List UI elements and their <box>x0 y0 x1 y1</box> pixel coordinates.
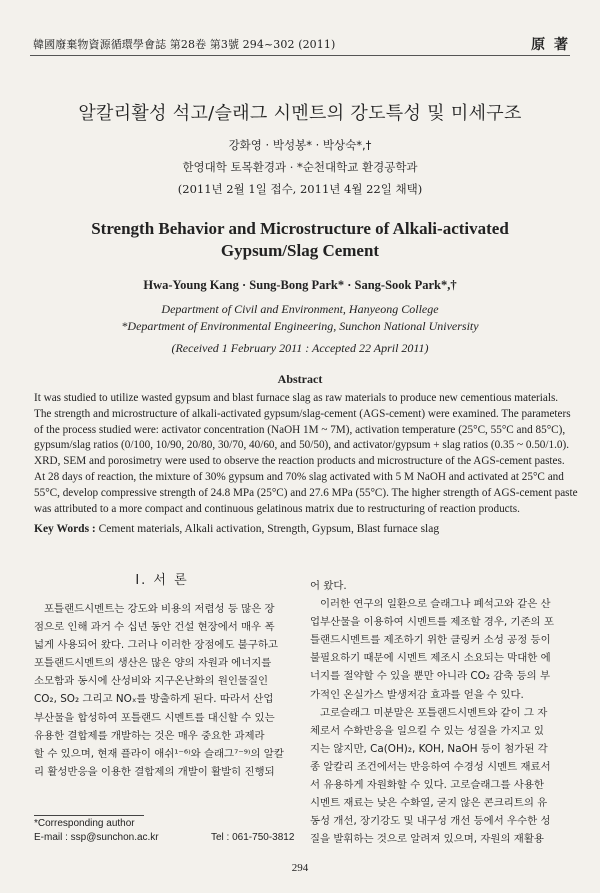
abstract-line: 55°C, develop compressive strength of 24.8 MPa (25°C) and 27.6 MPa (55°C). The higher strength of AGS-cement paste <box>34 486 578 499</box>
abstract-line: It was studied to utilize wasted gypsum and blast furnace slag as raw materials to produce new cementious materials. <box>34 392 559 404</box>
body-line: 넓게 사용되어 왔다. 그러나 이러한 장점에도 불구하고 <box>34 639 278 652</box>
abstract-line: was attributed to a more compact and continuous gelatinous matrix due to restructuring of reaction products. <box>34 502 520 515</box>
keywords <box>34 523 567 535</box>
korean-affiliation: 한영대학 토목환경과 · *순천대학교 환경공학과 <box>182 160 418 174</box>
english-authors: Hwa-Young Kang · Sung-Bong Park* · Sang-Sook Park*,† <box>143 278 457 292</box>
body-line: 고로슬래그 미분말은 포틀랜드시멘트와 같이 그 자 <box>320 706 548 719</box>
english-affiliation-2: *Department of Environmental Engineering, Sunchon National University <box>121 319 479 333</box>
body-line: 동성 개선, 장기강도 및 내구성 개선 등에서 우수한 성 <box>310 815 551 828</box>
section-heading-introduction: I. 서 론 <box>135 573 189 588</box>
body-line: 시멘트 재료는 낮은 수화열, 굳지 않은 콘크리트의 유 <box>310 797 548 810</box>
keywords-label: Key Words : <box>34 523 99 535</box>
body-line: 리 활성반응을 이용한 결합제의 개발이 활발히 진행되 <box>34 765 275 778</box>
body-line: CO₂, SO₂ 그리고 NOₓ를 방출하게 된다. 따라서 산업 <box>34 693 274 706</box>
intro-paragraph-left <box>34 600 290 781</box>
header-divider <box>30 55 570 56</box>
abstract-line: At 28 days of reaction, the mixture of 30% gypsum and 70% slag activated with 5 M NaOH and activated at 25°C and <box>34 470 564 483</box>
body-line: 체로서 수화반응을 일으킬 수 있는 성질을 가지고 있 <box>310 724 544 737</box>
article-type-badge: 原 著 <box>531 37 570 53</box>
body-line: 불필요하기 때문에 시멘트 제조시 소요되는 막대한 에 <box>310 652 551 665</box>
korean-dates: (2011년 2월 1일 접수, 2011년 4월 22일 채택) <box>177 182 423 196</box>
footnote-divider <box>34 815 144 816</box>
body-line: 부산물을 합성하여 포틀랜드 시멘트를 대신할 수 있는 <box>34 711 275 724</box>
body-line: 너지를 절약할 수 있을 뿐만 아니라 CO₂ 감축 등의 부 <box>310 670 551 683</box>
korean-title: 알칼리활성 석고/슬래그 시멘트의 강도특성 및 미세구조 <box>78 103 522 124</box>
body-line: 지는 않지만, Ca(OH)₂, KOH, NaOH 등이 첨가된 각 <box>310 742 548 755</box>
intro-paragraph-right <box>310 577 568 848</box>
body-line: 할 수 있으며, 현재 플라이 애쉬¹⁻⁶⁾와 슬래그⁷⁻⁹⁾의 알칼 <box>34 747 284 760</box>
english-title-line2: Gypsum/Slag Cement <box>220 241 380 260</box>
body-line: 종 알칼리 조건에서는 반응하여 수경성 시멘트 재료서 <box>310 760 551 773</box>
journal-header: 韓國廢棄物資源循環學會誌 第28卷 第3號 294~302 (2011) <box>33 38 336 51</box>
body-line: 이러한 연구의 일환으로 슬래그나 폐석고와 같은 산 <box>320 598 551 611</box>
keywords-text: Cement materials, Alkali activation, Strength, Gypsum, Blast furnace slag <box>98 523 440 535</box>
body-line: 소모함과 동시에 산성비와 지구온난화의 원인물질인 <box>34 675 269 688</box>
abstract-heading: Abstract <box>277 372 323 386</box>
english-title-line1: Strength Behavior and Microstructure of Alkali-activated <box>91 219 509 238</box>
abstract-line: gypsum/slag ratios (0/100, 10/90, 20/80, 30/70, 40/60, and 50/50), and activator/gypsum + slag ratios (0.35 ~ 0.50/1.0). <box>34 439 570 452</box>
body-line: 포틀랜드시멘트의 생산은 많은 양의 자원과 에너지를 <box>34 657 272 670</box>
body-line: 서 유용하게 자원화할 수 있다. 고로슬래그를 사용한 <box>310 779 544 792</box>
left-column <box>34 555 290 781</box>
body-line: 포틀랜드시멘트는 강도와 비용의 저렴성 등 많은 장 <box>44 603 275 615</box>
english-affiliation-1: Department of Civil and Environment, Hanyeong College <box>161 302 439 316</box>
abstract-line: of the process studied were: activator concentration (NaOH 1M ~ 7M), activation temperature (25°C, 55°C and 85°C), <box>34 423 566 436</box>
body-line: 업부산물을 이용하여 시멘트를 제조할 경우, 기존의 포 <box>310 616 554 629</box>
abstract-body <box>34 391 578 517</box>
abstract-line: XRD, SEM and porosimetry were used to observe the reaction products and microstructure of the AGS-cement pastes. <box>34 455 565 468</box>
body-line: 점으로 인해 과거 수 십년 동안 건설 현장에서 매우 폭 <box>34 621 275 634</box>
korean-authors: 강화영 · 박성봉* · 박상숙*,† <box>228 138 372 152</box>
corresponding-author-note: *Corresponding author <box>34 818 135 829</box>
page-number: 294 <box>291 862 309 874</box>
body-line: 유용한 결합제를 개발하는 것은 매우 중요한 과제라 <box>34 729 265 742</box>
abstract-line: The strength and microstructure of alkali-activated gypsum/slag-cement (AGS-cement) were examined. The parameters <box>34 407 571 420</box>
body-line: 가적인 온실가스 발생저감 효과를 얻을 수 있다. <box>310 688 524 701</box>
english-dates: (Received 1 February 2011 : Accepted 22 April 2011) <box>171 341 429 355</box>
body-line: 질을 발휘하는 것으로 알려져 있으며, 자원의 재활용 <box>310 833 544 846</box>
author-email: E-mail : ssp@sunchon.ac.kr <box>34 832 159 843</box>
body-line: 어 왔다. <box>310 580 347 592</box>
author-phone: Tel : 061-750-3812 <box>211 832 295 843</box>
right-column <box>310 577 568 848</box>
body-line: 틀랜드시멘트를 제조하기 위한 클링커 소성 공정 등이 <box>310 634 551 647</box>
